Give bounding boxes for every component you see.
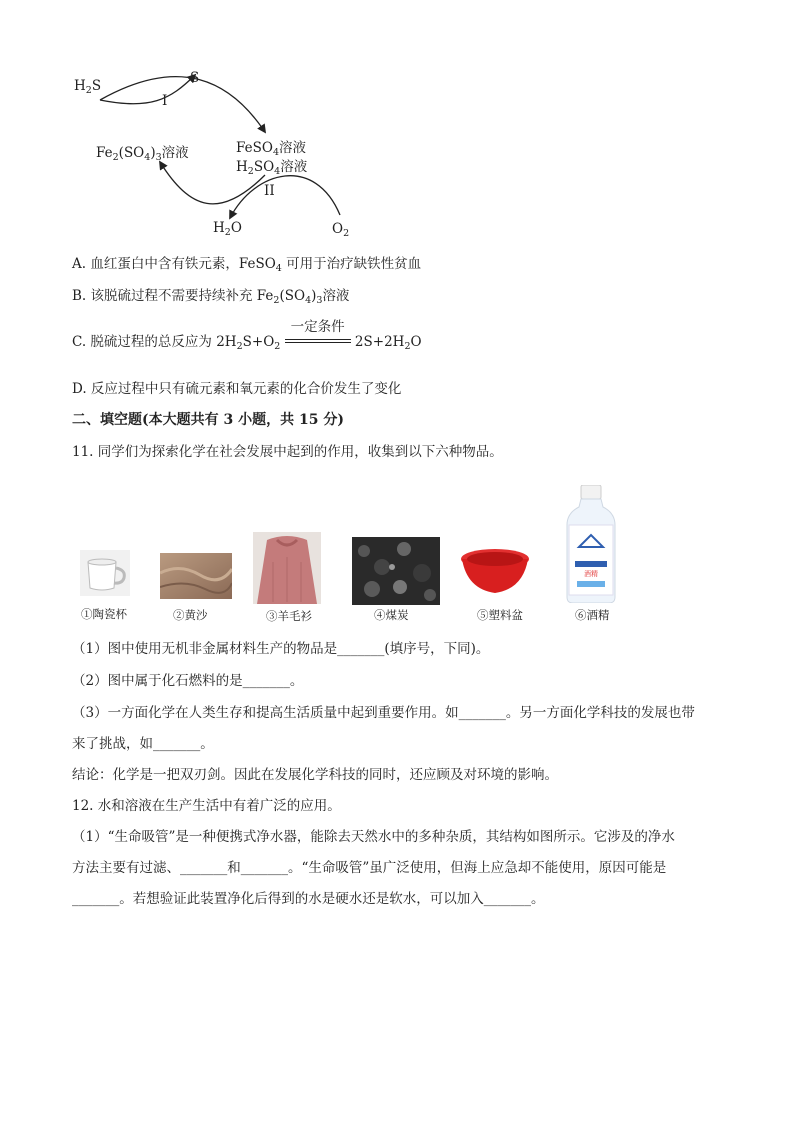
q11-part-3-line-1: （3）一方面化学在人类生存和提高生活质量中起到重要作用。如_______。另一方面化学科技的发展也带 (72, 705, 695, 721)
section-2-heading: 二、填空题(本大题共有 3 小题，共 15 分) (72, 412, 344, 428)
wool-sweater-image (253, 532, 321, 604)
bottle-label: 酒精 (584, 570, 598, 578)
caption-6: ⑥酒精 (575, 608, 610, 622)
caption-5: ⑤塑料盆 (477, 608, 523, 622)
caption-3: ③羊毛衫 (266, 609, 312, 623)
caption-2: ②黄沙 (173, 608, 208, 622)
equals-condition (285, 319, 351, 351)
condition-label: 一定条件 (290, 319, 345, 335)
label-step-1: I (162, 93, 168, 109)
q12-line-3: _______。若想验证此装置净化后得到的水是硬水还是软水，可以加入_______。 (72, 891, 545, 907)
label-s: S (190, 70, 200, 86)
coal-image (352, 537, 440, 605)
q12-stem: 12. 水和溶液在生产生活中有着广泛的应用。 (72, 798, 341, 814)
label-o2: $O_2$ (332, 221, 350, 239)
option-a: A. 血红蛋白中含有铁元素，FeSO$_4$ 可用于治疗缺铁性贫血 (72, 256, 422, 274)
label-fe2so43: $Fe_2(SO_4)_3$溶液 (96, 145, 189, 163)
q11-conclusion: 结论：化学是一把双刃剑。因此在发展化学科技的同时，还应顾及对环境的影响。 (72, 767, 558, 783)
label-h2so4: $H_2SO_4$溶液 (236, 159, 308, 177)
sand-image (160, 553, 232, 599)
q11-stem: 11. 同学们为探索化学在社会发展中起到的作用，收集到以下六种物品。 (72, 444, 503, 460)
caption-1: ①陶瓷杯 (81, 607, 127, 621)
q11-part-2: （2）图中属于化石燃料的是_______。 (72, 673, 304, 689)
arrow-o2-to-h2o (230, 176, 340, 218)
alcohol-bottle-image (565, 485, 617, 603)
label-step-2: II (264, 183, 275, 199)
option-d: D. 反应过程中只有硫元素和氧元素的化合价发生了变化 (72, 381, 402, 397)
q11-part-3-line-2: 来了挑战，如_______。 (72, 736, 214, 752)
q12-line-2: 方法主要有过滤、_______和_______。“生命吸管”虽广泛使用，但海上应急却不能使用，原因可能是 (72, 860, 667, 876)
label-h2o: $H_2O$ (213, 220, 242, 238)
label-feso4: FeSO$_4$溶液 (236, 140, 306, 158)
label-h2s: $H_2S$ (74, 78, 102, 96)
option-b: B. 该脱硫过程不需要持续补充 $Fe_2(SO_4)_3$溶液 (72, 288, 350, 306)
q12-line-1: （1）“生命吸管”是一种便携式净水器，能除去天然水中的多种杂质，其结构如图所示。它涉及的净水 (72, 829, 675, 845)
option-c: C. 脱硫过程的总反应为 $2H_2S+O_2$ 一定条件 $2S+2H_2O$ (72, 319, 422, 352)
arrow-fe2-to-fe (100, 77, 265, 132)
plastic-basin-image (459, 543, 531, 603)
ceramic-cup-image (80, 550, 130, 596)
caption-4: ④煤炭 (374, 608, 409, 622)
q11-part-1: （1）图中使用无机非金属材料生产的物品是_______(填序号，下同)。 (72, 641, 490, 657)
arrow-step-1 (100, 75, 195, 104)
